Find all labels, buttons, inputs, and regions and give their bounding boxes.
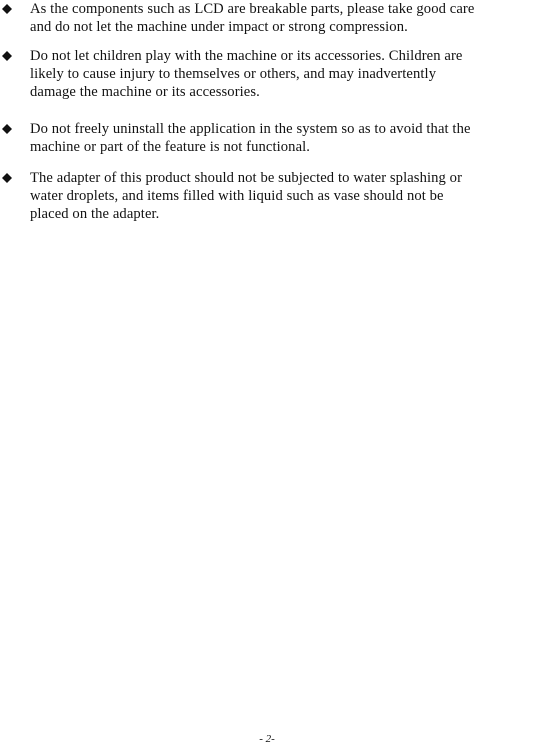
page-number: - 2-: [259, 733, 275, 745]
diamond-bullet-icon: [2, 173, 12, 183]
bullet-text: As the components such as LCD are breakable parts, please take good care and do not let the machine under impact or strong compression.: [30, 1, 475, 35]
diamond-bullet-icon: [2, 124, 12, 134]
diamond-bullet-icon: [2, 4, 12, 14]
bullet-text: Do not let children play with the machine or its accessories. Children are likely to cause injury to themselves or others, and may inadvertently damage the machine or its accessories.: [30, 48, 463, 100]
diamond-bullet-icon: [2, 51, 12, 61]
bullet-text: Do not freely uninstall the application in the system so as to avoid that the machine or part of the feature is not functional.: [30, 121, 471, 155]
bullet-text: The adapter of this product should not be subjected to water splashing or water droplets, and items filled with liquid such as vase should not be placed on the adapter.: [30, 170, 463, 222]
